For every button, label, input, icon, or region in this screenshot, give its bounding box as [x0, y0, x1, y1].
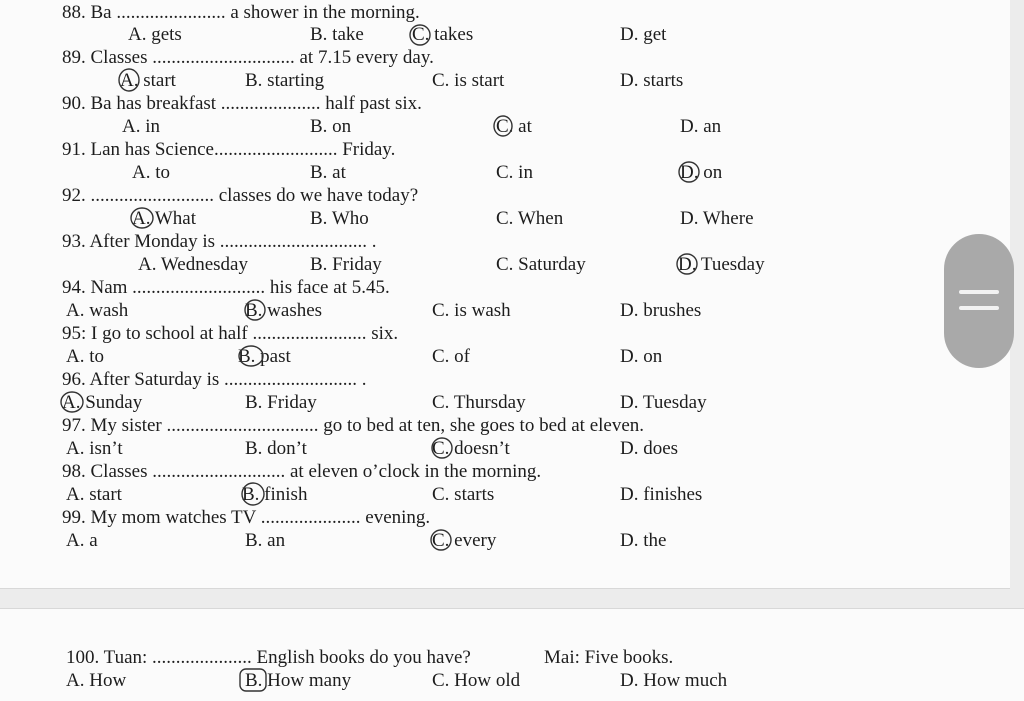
q99-option-c: C. every — [432, 530, 497, 551]
q91-option-c: C. in — [496, 162, 533, 183]
q97-option-a: A. isn’t — [66, 438, 123, 459]
question-94-stem: 94. Nam ............................ his face at 5.45. — [62, 277, 390, 298]
q99-option-d: D. the — [620, 530, 667, 551]
q91-option-d: D. on — [680, 162, 723, 183]
q90-option-d: D. an — [680, 116, 722, 137]
question-96-stem: 96. After Saturday is ............................ . — [62, 369, 367, 390]
scroll-handle[interactable] — [944, 234, 1014, 368]
q94-option-c: C. is wash — [432, 300, 511, 321]
question-93-stem: 93. After Monday is ............................... . — [62, 231, 377, 252]
question-90-stem: 90. Ba has breakfast ..................... half past six. — [62, 93, 422, 114]
scroll-handle-grip-bottom — [959, 306, 999, 310]
question-95-stem: 95: I go to school at half ........................ six. — [62, 323, 399, 344]
q92-option-d: D. Where — [680, 208, 754, 229]
q96-option-c: C. Thursday — [432, 392, 526, 413]
q100-option-a: A. How — [66, 670, 127, 691]
q88-option-b: B. take — [310, 24, 364, 45]
q94-option-a: A. wash — [66, 300, 129, 321]
question-99-stem: 99. My mom watches TV ..................... evening. — [62, 507, 431, 528]
q97-option-d: D. does — [620, 438, 679, 459]
q89-option-c: C. is start — [432, 70, 505, 91]
q95-option-c: C. of — [432, 346, 470, 367]
q97-option-b: B. don’t — [245, 438, 307, 459]
q98-option-a: A. start — [66, 484, 122, 505]
q89-option-a-text: A. start — [120, 70, 176, 91]
q100-option-c: C. How old — [432, 670, 521, 691]
q94-option-d: D. brushes — [620, 300, 702, 321]
question-98-stem: 98. Classes ............................ at eleven o’clock in the morning. — [62, 461, 542, 482]
question-89-stem: 89. Classes .............................. at 7.15 every day. — [62, 47, 434, 68]
q97-option-c: C. doesn’t — [432, 438, 510, 459]
q92-option-a: A. What — [132, 208, 197, 229]
question-92-stem: 92. .......................... classes do we have today? — [62, 185, 419, 206]
question-100-stem: 100. Tuan: ..................... English books do you have? — [66, 647, 471, 668]
q100-option-d: D. How much — [620, 670, 728, 691]
q88-option-c: C. takes — [412, 24, 474, 45]
q96-option-d: D. Tuesday — [620, 392, 707, 413]
q93-option-d: D. Tuesday — [678, 254, 765, 275]
q93-option-c: C. Saturday — [496, 254, 586, 275]
q92-option-c: C. When — [496, 208, 564, 229]
q98-option-d: D. finishes — [620, 484, 703, 505]
q95-option-b: B. past — [238, 346, 291, 367]
q90-option-a: A. in — [122, 116, 160, 137]
q88-option-a: A. gets — [128, 24, 182, 45]
q91-option-b: B. at — [310, 162, 346, 183]
q98-option-b: B. finish — [242, 484, 308, 505]
q96-option-b: B. Friday — [245, 392, 317, 413]
question-88-stem: 88. Ba ....................... a shower in the morning. — [62, 2, 420, 23]
q89-option-d: D. starts — [620, 70, 684, 91]
question-91-stem: 91. Lan has Science.......................... Friday. — [62, 139, 396, 160]
question-97-stem: 97. My sister ................................ go to bed at ten, she goes to bed at eleven. — [62, 415, 645, 436]
q90-option-c: C. at — [496, 116, 532, 137]
q99-option-a: A. a — [66, 530, 98, 551]
q91-option-a: A. to — [132, 162, 170, 183]
q90-option-b: B. on — [310, 116, 352, 137]
q98-option-c: C. starts — [432, 484, 495, 505]
q94-option-b: B. washes — [245, 300, 323, 321]
worksheet-page-2 — [0, 608, 1024, 701]
q93-option-b: B. Friday — [310, 254, 382, 275]
q99-option-b: B. an — [245, 530, 286, 551]
scroll-handle-grip-top — [959, 290, 999, 294]
q95-option-d: D. on — [620, 346, 663, 367]
question-100-reply: Mai: Five books. — [544, 647, 674, 668]
q95-option-a: A. to — [66, 346, 104, 367]
q88-option-d: D. get — [620, 24, 667, 45]
q96-option-a: A. Sunday — [62, 392, 143, 413]
q92-option-b: B. Who — [310, 208, 369, 229]
q93-option-a: A. Wednesday — [138, 254, 248, 275]
q89-option-b: B. starting — [245, 70, 325, 91]
q100-option-b: B. How many — [245, 670, 352, 691]
